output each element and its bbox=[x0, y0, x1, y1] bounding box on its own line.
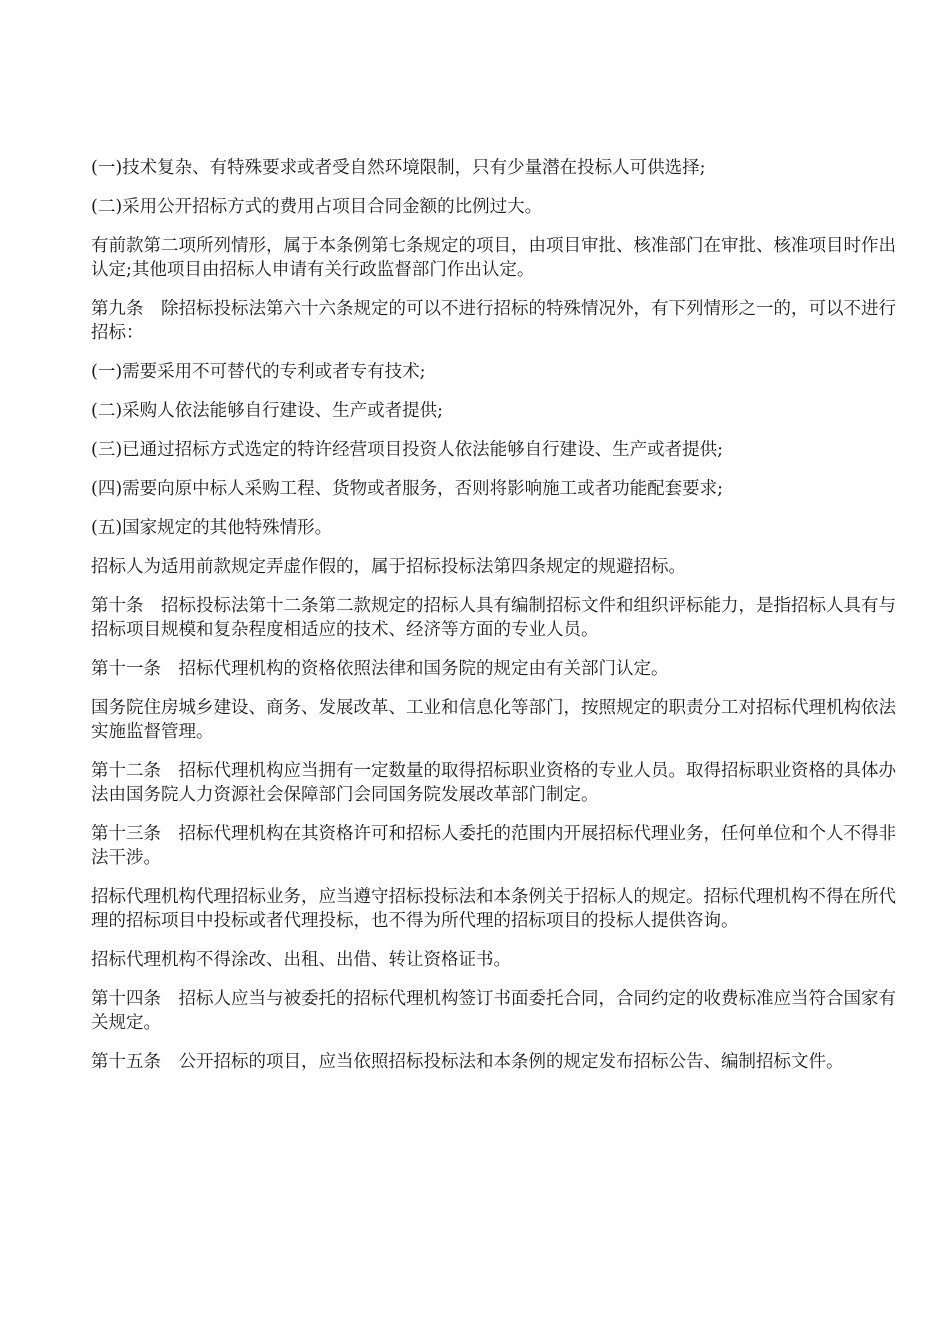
paragraph: (四)需要向原中标人采购工程、货物或者服务，否则将影响施工或者功能配套要求; bbox=[91, 479, 724, 499]
paragraph: 招标代理机构代理招标业务，应当遵守招标投标法和本条例关于招标人的规定。招标代理机构不得在所代理的招标项目中投标或者代理投标，也不得为所代理的招标项目的投标人提供咨询。 bbox=[91, 887, 896, 931]
paragraph: 第十四条 招标人应当与被委托的招标代理机构签订书面委托合同，合同约定的收费标准应当符合国家有关规定。 bbox=[91, 989, 896, 1033]
paragraph: 第十五条 公开招标的项目，应当依照招标投标法和本条例的规定发布招标公告、编制招标文件。 bbox=[91, 1052, 844, 1072]
document-body bbox=[91, 156, 901, 1089]
paragraph: 第九条 除招标投标法第六十六条规定的可以不进行招标的特殊情况外，有下列情形之一的，可以不进行招标： bbox=[91, 299, 896, 343]
paragraph: 第十二条 招标代理机构应当拥有一定数量的取得招标职业资格的专业人员。取得招标职业资格的具体办法由国务院人力资源社会保障部门会同国务院发展改革部门制定。 bbox=[91, 761, 896, 805]
paragraph: 国务院住房城乡建设、商务、发展改革、工业和信息化等部门，按照规定的职责分工对招标代理机构依法实施监督管理。 bbox=[91, 698, 896, 742]
paragraph: 第十三条 招标代理机构在其资格许可和招标人委托的范围内开展招标代理业务，任何单位和个人不得非法干涉。 bbox=[91, 824, 896, 868]
paragraph: (五)国家规定的其他特殊情形。 bbox=[91, 518, 333, 538]
paragraph: (一)技术复杂、有特殊要求或者受自然环境限制，只有少量潜在投标人可供选择; bbox=[91, 158, 706, 178]
paragraph: 招标人为适用前款规定弄虚作假的，属于招标投标法第四条规定的规避招标。 bbox=[91, 557, 686, 577]
paragraph: (二)采用公开招标方式的费用占项目合同金额的比例过大。 bbox=[91, 197, 543, 217]
paragraph: 有前款第二项所列情形，属于本条例第七条规定的项目，由项目审批、核准部门在审批、核准项目时作出认定;其他项目由招标人申请有关行政监督部门作出认定。 bbox=[91, 236, 896, 280]
paragraph: 第十条 招标投标法第十二条第二款规定的招标人具有编制招标文件和组织评标能力，是指招标人具有与招标项目规模和复杂程度相适应的技术、经济等方面的专业人员。 bbox=[91, 596, 896, 640]
paragraph: 招标代理机构不得涂改、出租、出借、转让资格证书。 bbox=[91, 950, 511, 970]
paragraph: (三)已通过招标方式选定的特许经营项目投资人依法能够自行建设、生产或者提供; bbox=[91, 440, 724, 460]
paragraph: (一)需要采用不可替代的专利或者专有技术; bbox=[91, 362, 426, 382]
paragraph: 第十一条 招标代理机构的资格依照法律和国务院的规定由有关部门认定。 bbox=[91, 659, 669, 679]
paragraph: (二)采购人依法能够自行建设、生产或者提供; bbox=[91, 401, 444, 421]
